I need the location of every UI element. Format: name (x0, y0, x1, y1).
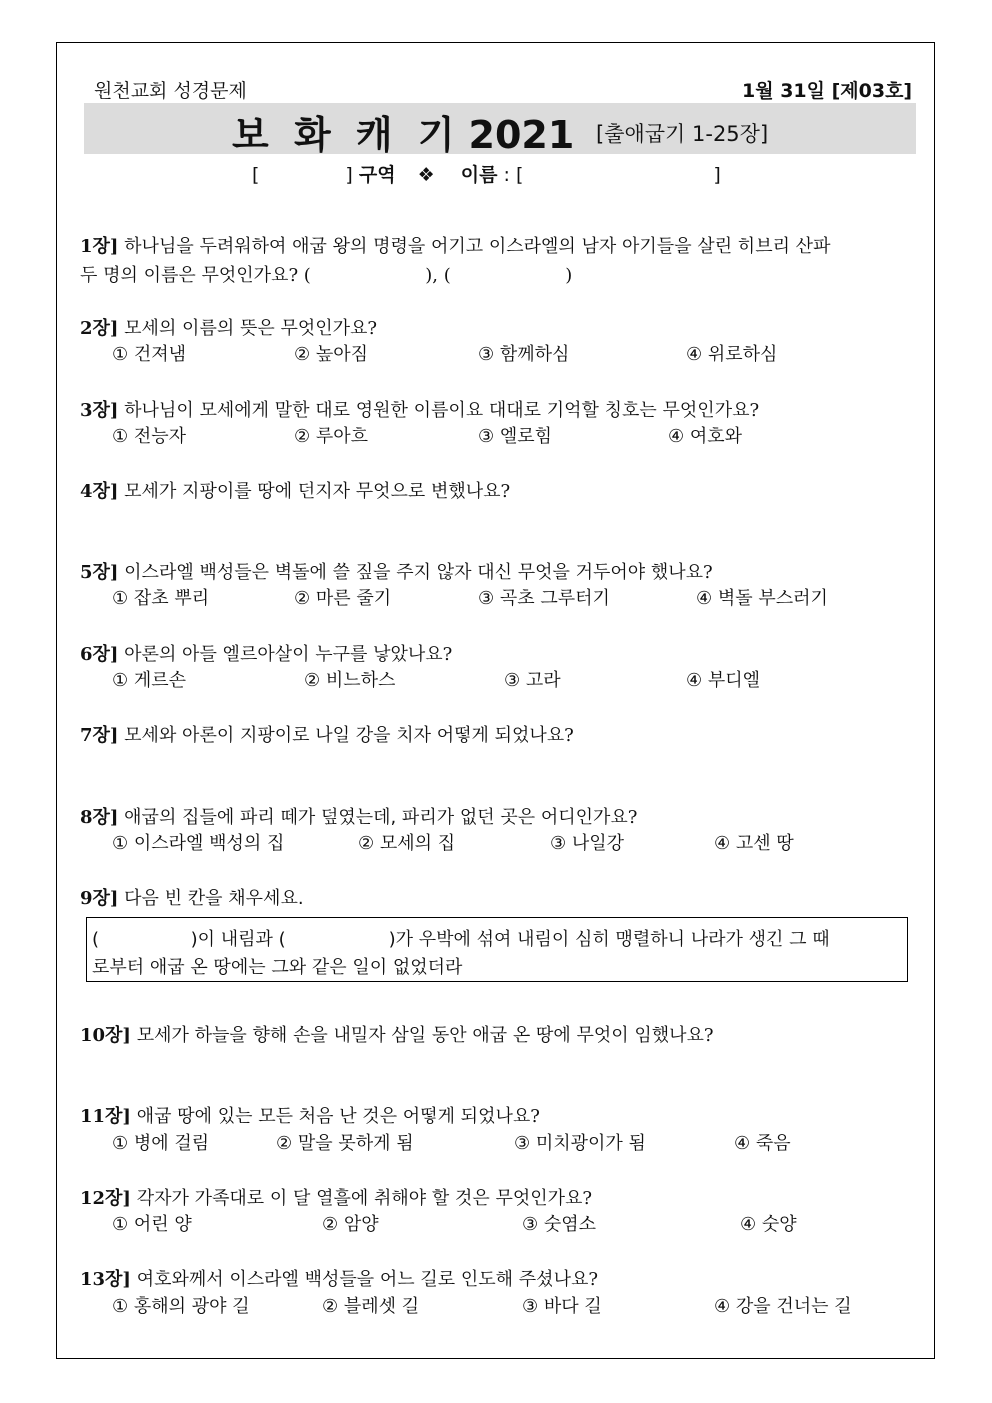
q3-option-1: ① 전능자 (112, 426, 187, 447)
q13-option-1: ① 홍해의 광야 길 (112, 1296, 250, 1317)
title-year: 2021 (468, 113, 575, 157)
q11-option-3: ③ 미치광이가 됨 (514, 1133, 646, 1154)
q8-option-4: ④ 고센 땅 (714, 833, 794, 854)
question-3: 3장] 하나님이 모세에게 말한 대로 영원한 이름이요 대대로 기억할 칭호는 무엇인가요? (80, 400, 760, 421)
q5-option-2: ② 마른 줄기 (294, 588, 392, 609)
district-bracket-close: ] (345, 164, 353, 186)
q13-option-3: ③ 바다 길 (522, 1296, 602, 1317)
question-11: 11장] 애굽 땅에 있는 모든 처음 난 것은 어떻게 되었나요? (80, 1106, 540, 1127)
q13-option-4: ④ 강을 건너는 길 (714, 1296, 852, 1317)
question-10: 10장] 모세가 하늘을 향해 손을 내밀자 삼일 동안 애굽 온 땅에 무엇이 임했나요? (80, 1025, 714, 1046)
q11-option-4: ④ 죽음 (734, 1133, 791, 1154)
church-name: 원천교회 성경문제 (94, 80, 247, 102)
q2-option-4: ④ 위로하심 (686, 344, 778, 365)
q5-option-1: ① 잡초 뿌리 (112, 588, 210, 609)
question-12: 12장] 각자가 가족대로 이 달 열흘에 취해야 할 것은 무엇인가요? (80, 1188, 593, 1209)
q3-option-3: ③ 엘로힘 (478, 426, 553, 447)
q6-option-2: ② 비느하스 (304, 670, 396, 691)
name-colon: : (503, 164, 510, 186)
q12-option-1: ① 어린 양 (112, 1214, 192, 1235)
question-9: 9장] 다음 빈 칸을 채우세요. (80, 888, 304, 909)
q6-option-1: ① 게르손 (112, 670, 187, 691)
q12-option-2: ② 암양 (322, 1214, 379, 1235)
q3-option-2: ② 루아흐 (294, 426, 369, 447)
q12-option-4: ④ 숫양 (740, 1214, 797, 1235)
issue-date: 1월 31일 [제03호] (742, 80, 913, 102)
title-text: 보 화 캐 기 (232, 113, 461, 157)
question-2: 2장] 모세의 이름의 뜻은 무엇인가요? (80, 318, 378, 339)
q2-option-2: ② 높아짐 (294, 344, 369, 365)
name-label: 이름 (460, 164, 498, 186)
name-bracket-open: [ (515, 164, 524, 186)
q8-option-1: ① 이스라엘 백성의 집 (112, 833, 285, 854)
q8-option-3: ③ 나일강 (550, 833, 625, 854)
q2-option-1: ① 건져냄 (112, 344, 187, 365)
question-1-line2: 두 명의 이름은 무엇인가요? ( ), ( ) (80, 265, 573, 286)
q5-option-4: ④ 벽돌 부스러기 (696, 588, 828, 609)
page-subtitle: [출애굽기 1-25장] (596, 122, 769, 146)
district-label: 구역 (358, 164, 396, 186)
question-7: 7장] 모세와 아론이 지팡이로 나일 강을 치자 어떻게 되었나요? (80, 725, 574, 746)
name-bracket-close: ] (713, 164, 721, 186)
q2-option-3: ③ 함께하심 (478, 344, 570, 365)
page-title (232, 104, 574, 159)
q8-option-2: ② 모세의 집 (358, 833, 456, 854)
fill-in-line-1: ( )이 내림과 ( )가 우박에 섞여 내림이 심히 맹렬하니 나라가 생긴 그 때 (92, 929, 830, 950)
fill-in-line-2: 로부터 애굽 온 땅에는 그와 같은 일이 없었더라 (92, 957, 463, 978)
question-13: 13장] 여호와께서 이스라엘 백성들을 어느 길로 인도해 주셨나요? (80, 1269, 598, 1290)
question-6: 6장] 아론의 아들 엘르아살이 누구를 낳았나요? (80, 644, 453, 665)
question-4: 4장] 모세가 지팡이를 땅에 던지자 무엇으로 변했나요? (80, 481, 511, 502)
q13-option-2: ② 블레셋 길 (322, 1296, 420, 1317)
question-1: 1장] 하나님을 두려워하여 애굽 왕의 명령을 어기고 이스라엘의 남자 아기들을 살린 히브리 산파 (80, 236, 831, 257)
q6-option-3: ③ 고라 (504, 670, 561, 691)
q12-option-3: ③ 숫염소 (522, 1214, 597, 1235)
q3-option-4: ④ 여호와 (668, 426, 743, 447)
question-5: 5장] 이스라엘 백성들은 벽돌에 쓸 짚을 주지 않자 대신 무엇을 거두어야 했나요? (80, 562, 713, 583)
question-8: 8장] 애굽의 집들에 파리 떼가 덮였는데, 파리가 없던 곳은 어디인가요? (80, 807, 638, 828)
district-bracket-open: [ (252, 164, 260, 186)
q11-option-2: ② 말을 못하게 됨 (276, 1133, 414, 1154)
name-row (252, 160, 721, 187)
separator-icon: ❖ (417, 164, 435, 186)
q5-option-3: ③ 곡초 그루터기 (478, 588, 610, 609)
q6-option-4: ④ 부디엘 (686, 670, 761, 691)
q11-option-1: ① 병에 걸림 (112, 1133, 210, 1154)
